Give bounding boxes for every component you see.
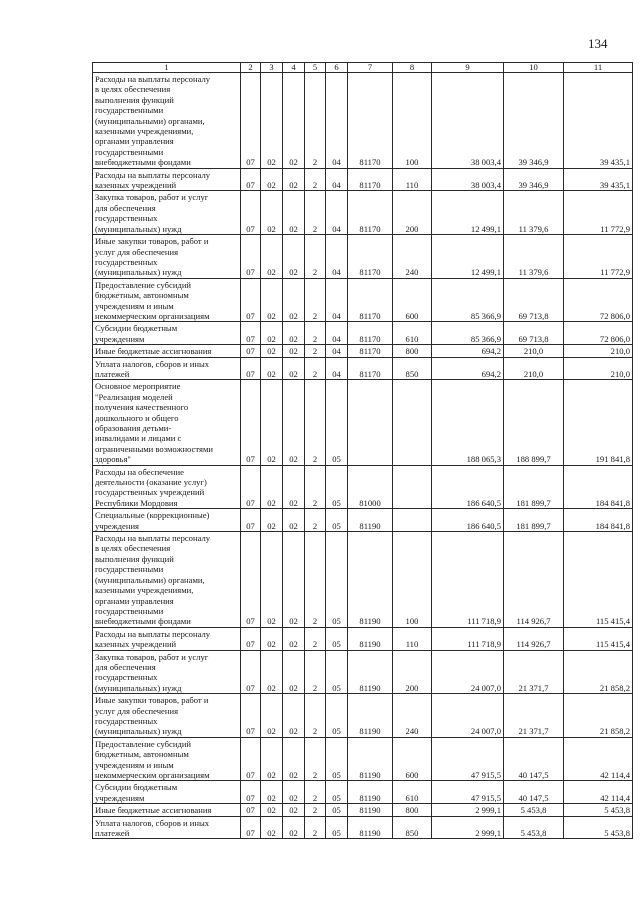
- row-c6-cell: 05: [326, 627, 348, 650]
- row-c9-cell: 38 003,4: [432, 73, 504, 169]
- row-c3-cell: 02: [261, 380, 283, 465]
- row-c5-cell: 2: [305, 816, 326, 839]
- row-c4-cell: 02: [283, 694, 305, 738]
- row-c9-cell: 47 915,5: [432, 737, 504, 781]
- row-c4-cell: 02: [283, 781, 305, 804]
- row-c3-cell: 02: [261, 694, 283, 738]
- column-header: 1: [93, 63, 241, 73]
- row-c4-cell: 02: [283, 235, 305, 279]
- row-name: Уплата налогов, сборов и иных платежей: [93, 816, 241, 839]
- row-c11-cell: 210,0: [564, 357, 633, 380]
- row-c11-cell: 21 858,2: [564, 650, 633, 694]
- row-c10-cell: 39 346,9: [504, 73, 564, 169]
- row-c3-cell: 02: [261, 532, 283, 628]
- table-row: [93, 168, 633, 191]
- column-header: 4: [283, 63, 305, 73]
- row-c2-cell: 07: [241, 737, 261, 781]
- row-name: Предоставление субсидий бюджетным, автономным учреждениям и иным некоммерческим организациям: [93, 737, 241, 781]
- table-row: [93, 650, 633, 694]
- table-row: [93, 278, 633, 322]
- row-c11-cell: 184 841,8: [564, 465, 633, 509]
- row-c6-cell: 04: [326, 191, 348, 235]
- row-c6-cell: 05: [326, 380, 348, 465]
- row-c7-cell: 81000: [348, 465, 393, 509]
- row-c6-cell: 05: [326, 465, 348, 509]
- row-c8-cell: 610: [393, 322, 432, 345]
- table-row: [93, 816, 633, 839]
- row-c7-cell: 81190: [348, 694, 393, 738]
- row-c8-cell: 610: [393, 781, 432, 804]
- row-c4-cell: 02: [283, 278, 305, 322]
- column-header: 10: [504, 63, 564, 73]
- row-c7-cell: 81190: [348, 627, 393, 650]
- row-c5-cell: 2: [305, 737, 326, 781]
- row-c7-cell: 81170: [348, 191, 393, 235]
- row-c3-cell: 02: [261, 650, 283, 694]
- row-c7-cell: 81190: [348, 816, 393, 839]
- row-c11-cell: 39 435,1: [564, 73, 633, 169]
- row-c7-cell: 81190: [348, 650, 393, 694]
- row-c6-cell: 05: [326, 694, 348, 738]
- row-c2-cell: 07: [241, 168, 261, 191]
- row-c4-cell: 02: [283, 357, 305, 380]
- row-c2-cell: 07: [241, 532, 261, 628]
- row-c4-cell: 02: [283, 509, 305, 532]
- row-c10-cell: 210,0: [504, 345, 564, 357]
- row-c3-cell: 02: [261, 278, 283, 322]
- row-c3-cell: 02: [261, 357, 283, 380]
- budget-table: [92, 62, 633, 839]
- row-c8-cell: [393, 465, 432, 509]
- row-c10-cell: 69 713,8: [504, 278, 564, 322]
- table-row: [93, 509, 633, 532]
- row-c9-cell: 2 999,1: [432, 804, 504, 816]
- row-c5-cell: 2: [305, 322, 326, 345]
- table-row: [93, 235, 633, 279]
- row-c6-cell: 04: [326, 73, 348, 169]
- row-c9-cell: 186 640,5: [432, 465, 504, 509]
- table-row: [93, 380, 633, 465]
- row-c10-cell: 21 371,7: [504, 694, 564, 738]
- row-c10-cell: 69 713,8: [504, 322, 564, 345]
- row-name: Основное мероприятие "Реализация моделей получения качественного дошкольного и общего образования детьми- инвалидами и лицами с ограниченными возможностями здоровья": [93, 380, 241, 465]
- row-c8-cell: 850: [393, 357, 432, 380]
- row-c3-cell: 02: [261, 804, 283, 816]
- column-header: 6: [326, 63, 348, 73]
- row-c10-cell: 188 899,7: [504, 380, 564, 465]
- row-c4-cell: 02: [283, 322, 305, 345]
- row-name: Субсидии бюджетным учреждениям: [93, 322, 241, 345]
- row-c3-cell: 02: [261, 345, 283, 357]
- row-c11-cell: 11 772,9: [564, 235, 633, 279]
- table-row: [93, 694, 633, 738]
- row-c7-cell: 81170: [348, 345, 393, 357]
- row-c6-cell: 05: [326, 509, 348, 532]
- row-c5-cell: 2: [305, 532, 326, 628]
- row-name: Специальные (коррекционные) учреждения: [93, 509, 241, 532]
- row-c3-cell: 02: [261, 168, 283, 191]
- row-c8-cell: 110: [393, 627, 432, 650]
- row-name: Расходы на выплаты персоналу в целях обеспечения выполнения функций государственными (муниципальными) органами, казенными учреждениями, органами управления государственными внебюджетными фондами: [93, 73, 241, 169]
- row-c6-cell: 04: [326, 322, 348, 345]
- row-c8-cell: 100: [393, 532, 432, 628]
- table-body: [93, 73, 633, 839]
- table-row: [93, 357, 633, 380]
- row-c4-cell: 02: [283, 804, 305, 816]
- row-c10-cell: 40 147,5: [504, 781, 564, 804]
- row-c8-cell: 200: [393, 650, 432, 694]
- table-row: [93, 345, 633, 357]
- row-c5-cell: 2: [305, 168, 326, 191]
- row-c7-cell: [348, 380, 393, 465]
- row-c5-cell: 2: [305, 357, 326, 380]
- row-c2-cell: 07: [241, 627, 261, 650]
- row-c6-cell: 05: [326, 532, 348, 628]
- table-row: [93, 191, 633, 235]
- row-name: Иные бюджетные ассигнования: [93, 804, 241, 816]
- row-c5-cell: 2: [305, 380, 326, 465]
- row-c9-cell: 694,2: [432, 345, 504, 357]
- row-c6-cell: 04: [326, 168, 348, 191]
- row-c4-cell: 02: [283, 532, 305, 628]
- row-c11-cell: 184 841,8: [564, 509, 633, 532]
- row-c11-cell: 21 858,2: [564, 694, 633, 738]
- row-c4-cell: 02: [283, 465, 305, 509]
- row-c5-cell: 2: [305, 781, 326, 804]
- row-name: Расходы на обеспечение деятельности (оказание услуг) государственных учреждений Республики Мордовия: [93, 465, 241, 509]
- row-c3-cell: 02: [261, 73, 283, 169]
- row-c11-cell: 191 841,8: [564, 380, 633, 465]
- row-c7-cell: 81190: [348, 532, 393, 628]
- row-c2-cell: 07: [241, 322, 261, 345]
- row-c8-cell: 110: [393, 168, 432, 191]
- table-row: [93, 781, 633, 804]
- row-c10-cell: 39 346,9: [504, 168, 564, 191]
- row-c6-cell: 04: [326, 278, 348, 322]
- row-c3-cell: 02: [261, 509, 283, 532]
- row-c2-cell: 07: [241, 694, 261, 738]
- row-c5-cell: 2: [305, 345, 326, 357]
- row-c5-cell: 2: [305, 650, 326, 694]
- column-header: 8: [393, 63, 432, 73]
- table-row: [93, 627, 633, 650]
- row-c9-cell: 188 065,3: [432, 380, 504, 465]
- table-row: [93, 465, 633, 509]
- row-c9-cell: 24 007,0: [432, 694, 504, 738]
- row-c2-cell: 07: [241, 345, 261, 357]
- row-c7-cell: 81170: [348, 357, 393, 380]
- row-c11-cell: 72 806,0: [564, 322, 633, 345]
- row-c5-cell: 2: [305, 191, 326, 235]
- row-c9-cell: 2 999,1: [432, 816, 504, 839]
- row-c8-cell: 850: [393, 816, 432, 839]
- row-c3-cell: 02: [261, 816, 283, 839]
- row-c9-cell: 12 499,1: [432, 191, 504, 235]
- row-c11-cell: 5 453,8: [564, 804, 633, 816]
- row-c2-cell: 07: [241, 380, 261, 465]
- row-c11-cell: 72 806,0: [564, 278, 633, 322]
- row-name: Предоставление субсидий бюджетным, автономным учреждениям и иным некоммерческим организациям: [93, 278, 241, 322]
- row-name: Иные бюджетные ассигнования: [93, 345, 241, 357]
- row-c4-cell: 02: [283, 816, 305, 839]
- row-c8-cell: 600: [393, 737, 432, 781]
- row-c6-cell: 05: [326, 650, 348, 694]
- row-c10-cell: 181 899,7: [504, 509, 564, 532]
- row-c11-cell: 5 453,8: [564, 816, 633, 839]
- row-c9-cell: 85 366,9: [432, 322, 504, 345]
- row-c9-cell: 111 718,9: [432, 627, 504, 650]
- row-c3-cell: 02: [261, 737, 283, 781]
- row-c3-cell: 02: [261, 627, 283, 650]
- row-c8-cell: 600: [393, 278, 432, 322]
- page-number: 134: [588, 36, 608, 51]
- row-name: Расходы на выплаты персоналу казенных учреждений: [93, 168, 241, 191]
- row-c2-cell: 07: [241, 509, 261, 532]
- row-c2-cell: 07: [241, 73, 261, 169]
- row-c10-cell: 40 147,5: [504, 737, 564, 781]
- row-c11-cell: 115 415,4: [564, 627, 633, 650]
- row-c9-cell: 12 499,1: [432, 235, 504, 279]
- row-c5-cell: 2: [305, 627, 326, 650]
- column-header: 7: [348, 63, 393, 73]
- row-c8-cell: 200: [393, 191, 432, 235]
- row-c8-cell: [393, 380, 432, 465]
- row-c2-cell: 07: [241, 465, 261, 509]
- row-c7-cell: 81170: [348, 168, 393, 191]
- row-c2-cell: 07: [241, 235, 261, 279]
- row-c4-cell: 02: [283, 380, 305, 465]
- row-c8-cell: 800: [393, 345, 432, 357]
- row-c11-cell: 115 415,4: [564, 532, 633, 628]
- row-c6-cell: 04: [326, 345, 348, 357]
- table-row: [93, 532, 633, 628]
- column-header: 11: [564, 63, 633, 73]
- row-c4-cell: 02: [283, 737, 305, 781]
- row-name: Расходы на выплаты персоналу в целях обеспечения выполнения функций государственными (муниципальными) органами, казенными учреждениями, органами управления государственными внебюджетными фондами: [93, 532, 241, 628]
- row-c11-cell: 210,0: [564, 345, 633, 357]
- row-name: Иные закупки товаров, работ и услуг для обеспечения государственных (муниципальных) нужд: [93, 235, 241, 279]
- row-c9-cell: 38 003,4: [432, 168, 504, 191]
- row-c4-cell: 02: [283, 627, 305, 650]
- row-c5-cell: 2: [305, 465, 326, 509]
- row-c11-cell: 42 114,4: [564, 781, 633, 804]
- row-c5-cell: 2: [305, 509, 326, 532]
- row-name: Закупка товаров, работ и услуг для обеспечения государственных (муниципальных) нужд: [93, 191, 241, 235]
- row-c10-cell: 5 453,8: [504, 816, 564, 839]
- row-c10-cell: 11 379,6: [504, 235, 564, 279]
- row-c2-cell: 07: [241, 804, 261, 816]
- row-c8-cell: 800: [393, 804, 432, 816]
- row-name: Уплата налогов, сборов и иных платежей: [93, 357, 241, 380]
- row-c7-cell: 81170: [348, 322, 393, 345]
- row-c6-cell: 04: [326, 235, 348, 279]
- row-c4-cell: 02: [283, 73, 305, 169]
- column-header: 9: [432, 63, 504, 73]
- row-c10-cell: 114 926,7: [504, 627, 564, 650]
- row-c3-cell: 02: [261, 191, 283, 235]
- table-row: [93, 804, 633, 816]
- table-row: [93, 737, 633, 781]
- column-header: 5: [305, 63, 326, 73]
- row-c9-cell: 85 366,9: [432, 278, 504, 322]
- row-c10-cell: 5 453,8: [504, 804, 564, 816]
- table-row: [93, 322, 633, 345]
- row-c11-cell: 11 772,9: [564, 191, 633, 235]
- row-c7-cell: 81190: [348, 737, 393, 781]
- row-c7-cell: 81190: [348, 509, 393, 532]
- row-c3-cell: 02: [261, 322, 283, 345]
- row-c6-cell: 04: [326, 357, 348, 380]
- row-c4-cell: 02: [283, 191, 305, 235]
- row-c4-cell: 02: [283, 650, 305, 694]
- row-c9-cell: 186 640,5: [432, 509, 504, 532]
- row-c9-cell: 111 718,9: [432, 532, 504, 628]
- row-c6-cell: 05: [326, 816, 348, 839]
- row-c10-cell: 11 379,6: [504, 191, 564, 235]
- row-c5-cell: 2: [305, 694, 326, 738]
- row-c11-cell: 42 114,4: [564, 737, 633, 781]
- row-c10-cell: 210,0: [504, 357, 564, 380]
- row-c11-cell: 39 435,1: [564, 168, 633, 191]
- column-header: 3: [261, 63, 283, 73]
- column-header: 2: [241, 63, 261, 73]
- row-c3-cell: 02: [261, 781, 283, 804]
- row-c8-cell: 240: [393, 235, 432, 279]
- row-c9-cell: 694,2: [432, 357, 504, 380]
- row-c7-cell: 81190: [348, 804, 393, 816]
- row-c7-cell: 81170: [348, 278, 393, 322]
- row-c2-cell: 07: [241, 816, 261, 839]
- header-row: [93, 63, 633, 73]
- row-c10-cell: 114 926,7: [504, 532, 564, 628]
- row-c3-cell: 02: [261, 235, 283, 279]
- row-c9-cell: 24 007,0: [432, 650, 504, 694]
- row-c3-cell: 02: [261, 465, 283, 509]
- row-c10-cell: 21 371,7: [504, 650, 564, 694]
- row-c6-cell: 05: [326, 781, 348, 804]
- row-c6-cell: 05: [326, 737, 348, 781]
- row-name: Субсидии бюджетным учреждениям: [93, 781, 241, 804]
- row-c4-cell: 02: [283, 168, 305, 191]
- row-c6-cell: 05: [326, 804, 348, 816]
- row-c5-cell: 2: [305, 235, 326, 279]
- row-c5-cell: 2: [305, 804, 326, 816]
- row-name: Закупка товаров, работ и услуг для обеспечения государственных (муниципальных) нужд: [93, 650, 241, 694]
- row-c8-cell: 100: [393, 73, 432, 169]
- row-c8-cell: 240: [393, 694, 432, 738]
- row-c7-cell: 81170: [348, 73, 393, 169]
- row-c4-cell: 02: [283, 345, 305, 357]
- row-c9-cell: 47 915,5: [432, 781, 504, 804]
- row-c10-cell: 181 899,7: [504, 465, 564, 509]
- row-c8-cell: [393, 509, 432, 532]
- row-c5-cell: 2: [305, 73, 326, 169]
- row-c5-cell: 2: [305, 278, 326, 322]
- row-name: Иные закупки товаров, работ и услуг для обеспечения государственных (муниципальных) нужд: [93, 694, 241, 738]
- row-c7-cell: 81190: [348, 781, 393, 804]
- row-c2-cell: 07: [241, 650, 261, 694]
- row-c2-cell: 07: [241, 278, 261, 322]
- row-c7-cell: 81170: [348, 235, 393, 279]
- table-row: [93, 73, 633, 169]
- row-c2-cell: 07: [241, 191, 261, 235]
- row-name: Расходы на выплаты персоналу казенных учреждений: [93, 627, 241, 650]
- row-c2-cell: 07: [241, 781, 261, 804]
- row-c2-cell: 07: [241, 357, 261, 380]
